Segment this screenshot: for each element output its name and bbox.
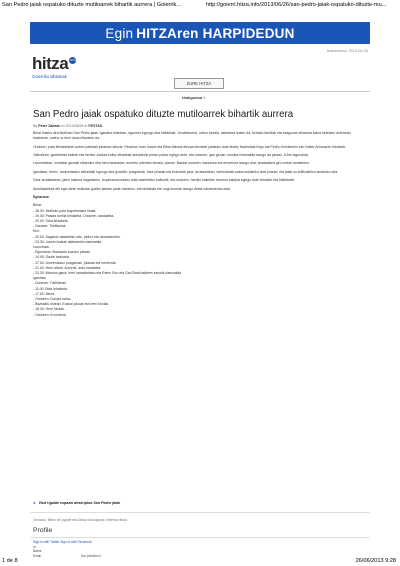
profile-divider bbox=[30, 537, 370, 538]
article-paragraph: Ostiralean, gaztetxeko kideek eta herriko Jaiotza kultur elkarteak antolaturik pintxo-potea egingo dute, eta ondoren, gau giroan, musika emanaldia izango da plazan, DJek lagunduta. bbox=[33, 152, 309, 157]
program-item: Larunbata: bbox=[33, 244, 50, 249]
logo-badge: GOI bbox=[69, 58, 76, 62]
form-or-label: or bbox=[33, 545, 36, 549]
banner-prefix: Egin bbox=[105, 25, 134, 41]
not-published-note: Not published bbox=[81, 554, 101, 558]
article-paragraph: Bihar hasiko dira Mutiloan San Pedro jaiak. Igandea bitartean, egunero egongo dira ekitaldiak. Jendetsuena, urtero bezala, asteartea izaten da, bertako familiak eta ezagunak elkartuta kalea betetzen dutenean; bazkarian, ordea, ia herri osoa elkartzen da. bbox=[33, 131, 352, 141]
chevron-down-icon: ▾ bbox=[203, 96, 206, 100]
byline-date-prefix: on bbox=[60, 124, 65, 128]
program-item: - 19.30: Pasaia turrilla lehiaketa. Ondoren, dastaketa. bbox=[33, 213, 115, 218]
program-item: - Bazkaldu ostean: Euskal jokoak eta herri kirolak. bbox=[33, 302, 110, 307]
byline-author[interactable]: Peter Zabala bbox=[38, 124, 60, 128]
byline-section-prefix: in bbox=[84, 124, 88, 128]
subscription-banner[interactable] bbox=[30, 22, 370, 44]
program-item: - Ondoren: Dantza saioa. bbox=[33, 296, 72, 301]
program-item: - 11.00: Bola lehiaketa. bbox=[33, 286, 68, 291]
program-item: - Eguerdian: Bazkaldu auzoko plazan. bbox=[33, 250, 91, 255]
byline-author-prefix: By bbox=[33, 124, 38, 128]
program-item: Etzi: bbox=[33, 229, 40, 234]
article-paragraph: Gaur arratsaldean, jaien hasiera iragartzeko, txupinazoa botako dute udaletxeko balkoitik, eta ondoren, herriko kaleetan barrena kalejira egingo dute txistulari eta trikitilariek. bbox=[33, 178, 296, 183]
byline-date: 2013/06/26 bbox=[65, 124, 84, 128]
program-item: Bihar: bbox=[33, 203, 42, 208]
program-item: - 17.00: Umeentzako puzgarriak, jolasak eta merienda. bbox=[33, 260, 117, 265]
article-byline bbox=[33, 124, 103, 128]
print-page-number: 1 de 8 bbox=[2, 558, 18, 564]
banner-brand: HITZAren bbox=[136, 25, 199, 41]
social-signin-links[interactable]: Sign in with Twitter Sign in with Facebook bbox=[33, 540, 92, 544]
print-page-title: San Pedro jaiak ospatuko dituzte mutiloarrek bihartik aurrera | Goierrik... bbox=[2, 2, 181, 8]
print-footer bbox=[0, 556, 400, 566]
print-datetime: 26/06/2013 9:28 bbox=[355, 558, 396, 564]
program-item: - 20.00: Toka lehiaketa. bbox=[33, 218, 69, 223]
article-paragraph: Larunbatean, mutilotar guztiak elkartuko dira herri bazkarian, aurreko urteetan bezala, plazan. Bazkal ondoren, karaokea eta erromeria izango dira, arratsaldea giro onean amaitzeko. bbox=[33, 161, 310, 166]
program-item: Igandea: bbox=[33, 276, 47, 281]
program-item: - 23.30: Joselu Anaiak taldearekin dantzaldia. bbox=[33, 239, 103, 244]
related-tag-link[interactable] bbox=[33, 501, 120, 505]
program-item: - 23.30: Maximo gaua; herri hamaiketako eta Esten Giro eta Gari Band taldeen eskutik dantzaldia. bbox=[33, 270, 183, 275]
program-list bbox=[33, 203, 367, 317]
article-paragraph: Antolatzaileek dei egin diete mutilotar guztiei jaietan parte hartzeko, eta bisitariak ere ongi etorriak izango direla nabarmendu dute. bbox=[33, 186, 232, 191]
email-label: Email bbox=[33, 554, 41, 558]
site-logo[interactable] bbox=[32, 55, 76, 79]
program-item: - 18.30: Herri kirolak. bbox=[33, 307, 65, 312]
article-paragraph: Ondoren, pala lehiaketaren azken partidak jokatuko dituzte. Finalean Juan Inazio eta Eibar Alkorta ahizpa bikoteek jokatuko dute finala; finalerdiak Iñigo eta Pedro Arriolarekin eta Xabier Arbonaren bikoteak. bbox=[33, 144, 347, 149]
banner-slogan: HARPIDEDUN bbox=[202, 25, 295, 41]
article-footer-divider bbox=[30, 512, 370, 513]
site-date: Asteazkena, 2013-06-26 bbox=[326, 49, 368, 53]
name-label: Name bbox=[33, 549, 42, 553]
related-tag-text: Visit Ugalde espazio deskriptoa San Pedro jaiak bbox=[38, 501, 121, 505]
profile-heading: Profile bbox=[33, 527, 53, 534]
header-divider bbox=[30, 91, 370, 92]
article-body bbox=[33, 131, 367, 318]
zure-hitza-button[interactable]: ZURE HITZA bbox=[174, 78, 224, 89]
footer-note: Ondokoa: Bideo de Ugalde eta Zaldua eta lagunak, interesa dituzu. bbox=[33, 518, 128, 522]
print-header bbox=[0, 0, 400, 10]
program-item: - 21.00: Herri afaria. Aurrerik, ardo kanabeta. bbox=[33, 265, 102, 270]
arrow-right-icon: ► bbox=[33, 501, 37, 505]
logo-subtitle: Goierriko albisteak bbox=[32, 74, 67, 79]
logo-word: hitza bbox=[32, 54, 69, 73]
program-item: - 20.00: Sagardo dastaketa; talo, pintxo eta olioaskarekin. bbox=[33, 234, 121, 239]
program-item: - Gauean: Trikitilariak. bbox=[33, 224, 67, 229]
navigation-label: Nabigazioa bbox=[182, 96, 203, 100]
program-item: - Goizean: Trikitilariak. bbox=[33, 281, 68, 286]
program-item: - 17.00: Meza. bbox=[33, 291, 55, 296]
navigation-menu[interactable] bbox=[182, 95, 205, 100]
article-paragraph: Igandean, berriz, haurrentzako ekitaldiak egongo dira goizetik: puzgarriak, haur jolasak eta txokolate-jana. Arratsaldean, bertsolariek saioa eskainiko dute plazan, eta jaiak su artifizialekin amaituko dira. bbox=[33, 169, 339, 174]
program-item: - 14.00: Gazte bazkaria. bbox=[33, 255, 70, 260]
byline-section[interactable]: FESTAK bbox=[88, 124, 103, 128]
print-page-url: http://goierri.hitza.info/2013/06/26/san-pedro-jaiak-ospatuko-dituzte-mu... bbox=[206, 2, 387, 8]
program-item: - Ondoren: Erromeria. bbox=[33, 312, 67, 317]
program-item: - 18.30: Mutiloko pala txapelketako finala. bbox=[33, 208, 97, 213]
article-headline: San Pedro jaiak ospatuko dituzte mutiloarrek bihartik aurrera bbox=[33, 109, 294, 120]
program-title: Egitaraua bbox=[33, 194, 49, 199]
